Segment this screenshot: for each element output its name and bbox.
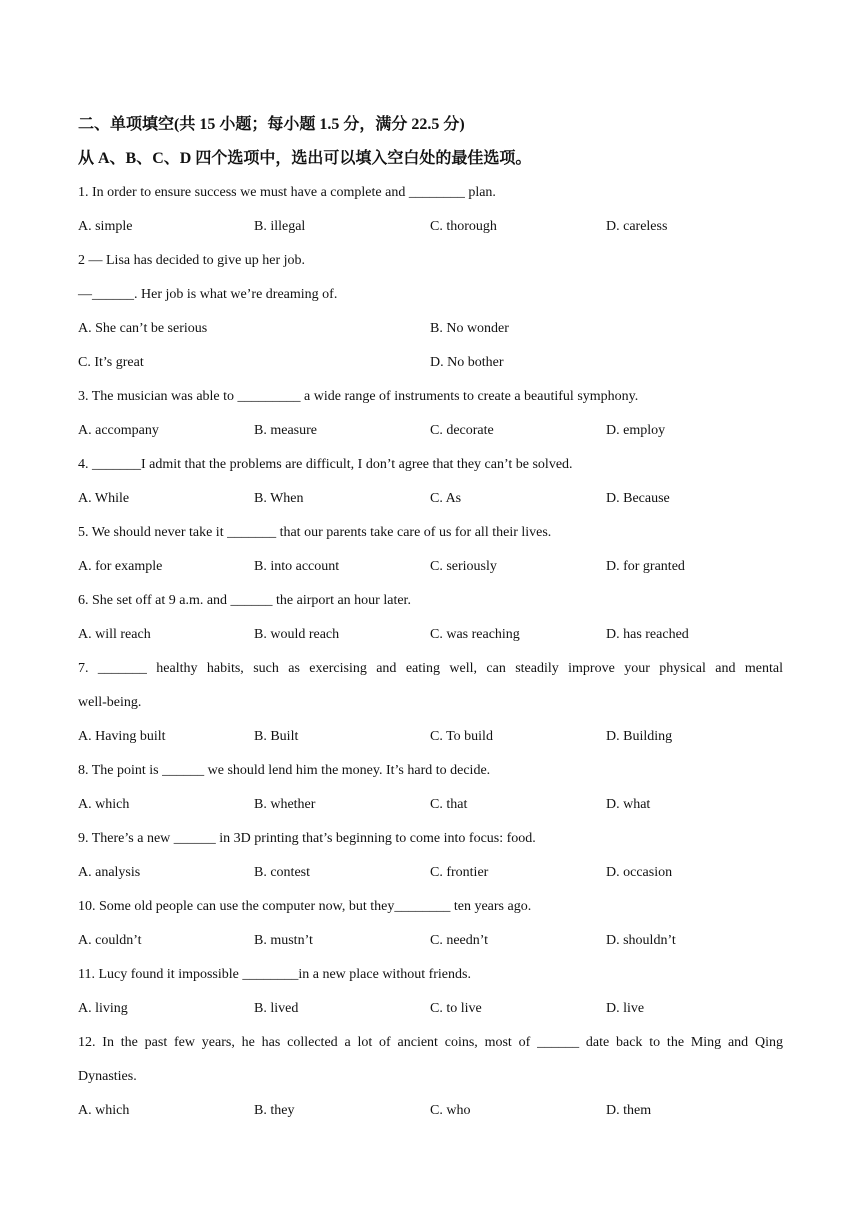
question-3-option-c: C. decorate — [430, 423, 494, 438]
question-11-option-c: C. to live — [430, 1001, 482, 1016]
question-12-option-a: A. which — [78, 1103, 130, 1118]
question-10-option-c: C. needn’t — [430, 933, 489, 948]
question-10-options — [78, 924, 783, 958]
question-7-option-c: C. To build — [430, 729, 493, 744]
question-9-option-b: B. contest — [254, 865, 310, 880]
question-2-options-row-2 — [78, 346, 783, 380]
question-6-option-a: A. will reach — [78, 627, 151, 642]
question-5-options — [78, 550, 783, 584]
question-6-option-b: B. would reach — [254, 627, 340, 642]
question-2-option-b: B. No wonder — [430, 321, 509, 336]
question-12-stem — [78, 1026, 783, 1094]
question-6-stem: 6. She set off at 9 a.m. and ______ the airport an hour later. — [78, 593, 411, 608]
question-9-option-d: D. occasion — [606, 865, 673, 880]
question-12-stem-line-1: 12. In the past few years, he has collected a lot of ancient coins, most of ______ date back to the Ming and Qing — [78, 1035, 783, 1050]
question-4-stem: 4. _______I admit that the problems are difficult, I don’t agree that they can’t be solved. — [78, 457, 573, 472]
question-8-option-c: C. that — [430, 797, 468, 812]
question-10-option-b: B. mustn’t — [254, 933, 313, 948]
question-1-option-c: C. thorough — [430, 219, 497, 234]
question-2-options-row-1 — [78, 312, 783, 346]
question-8-option-b: B. whether — [254, 797, 316, 812]
question-9-option-a: A. analysis — [78, 865, 141, 880]
question-3-option-b: B. measure — [254, 423, 317, 438]
question-11-option-b: B. lived — [254, 1001, 299, 1016]
section-instruction: 从 A、B、C、D 四个选项中，选出可以填入空白处的最佳选项。 — [78, 150, 532, 167]
question-7-stem — [78, 652, 783, 720]
question-11-options — [78, 992, 783, 1026]
question-12-option-d: D. them — [606, 1103, 652, 1118]
question-10-option-a: A. couldn’t — [78, 933, 142, 948]
question-12-stem-line-2: Dynasties. — [78, 1069, 137, 1084]
question-3-option-a: A. accompany — [78, 423, 159, 438]
question-5-stem: 5. We should never take it _______ that our parents take care of us for all their lives. — [78, 525, 552, 540]
question-6-option-d: D. has reached — [606, 627, 689, 642]
section-title: 二、单项填空(共 15 小题；每小题 1.5 分，满分 22.5 分) — [78, 116, 465, 133]
question-4-option-d: D. Because — [606, 491, 670, 506]
question-11-option-d: D. live — [606, 1001, 645, 1016]
question-2-response: —______. Her job is what we’re dreaming of. — [78, 287, 338, 302]
question-9-stem: 9. There’s a new ______ in 3D printing that’s beginning to come into focus: food. — [78, 831, 536, 846]
question-8-options — [78, 788, 783, 822]
question-5-option-a: A. for example — [78, 559, 163, 574]
question-2-stem: 2 — Lisa has decided to give up her job. — [78, 253, 306, 268]
question-3-stem: 3. The musician was able to _________ a wide range of instruments to create a beautiful symphony. — [78, 389, 639, 404]
question-4-option-a: A. While — [78, 491, 130, 506]
question-7-options — [78, 720, 783, 754]
question-5-option-c: C. seriously — [430, 559, 497, 574]
question-8-option-a: A. which — [78, 797, 130, 812]
question-11-stem: 11. Lucy found it impossible ________in a new place without friends. — [78, 967, 471, 982]
question-5-option-d: D. for granted — [606, 559, 685, 574]
question-1-option-b: B. illegal — [254, 219, 306, 234]
question-10-option-d: D. shouldn’t — [606, 933, 676, 948]
question-9-option-c: C. frontier — [430, 865, 489, 880]
question-2-option-d: D. No bother — [430, 355, 504, 370]
question-7-stem-line-1: 7. _______ healthy habits, such as exercising and eating well, can steadily improve your physical and mental — [78, 661, 783, 676]
question-8-stem: 8. The point is ______ we should lend him the money. It’s hard to decide. — [78, 763, 491, 778]
question-12-options — [78, 1094, 783, 1128]
question-4-option-c: C. As — [430, 491, 462, 506]
question-4-option-b: B. When — [254, 491, 304, 506]
question-9-options — [78, 856, 783, 890]
question-10-stem: 10. Some old people can use the computer now, but they________ ten years ago. — [78, 899, 532, 914]
question-1-option-a: A. simple — [78, 219, 133, 234]
question-1-stem: 1. In order to ensure success we must have a complete and ________ plan. — [78, 185, 496, 200]
question-1-options — [78, 210, 783, 244]
question-6-option-c: C. was reaching — [430, 627, 520, 642]
question-3-option-d: D. employ — [606, 423, 666, 438]
question-7-option-a: A. Having built — [78, 729, 166, 744]
question-2-option-c: C. It’s great — [78, 355, 144, 370]
question-8-option-d: D. what — [606, 797, 651, 812]
question-2-option-a: A. She can’t be serious — [78, 321, 208, 336]
question-11-option-a: A. living — [78, 1001, 128, 1016]
question-7-option-d: D. Building — [606, 729, 673, 744]
question-7-option-b: B. Built — [254, 729, 299, 744]
question-4-options — [78, 482, 783, 516]
question-1-option-d: D. careless — [606, 219, 668, 234]
question-3-options — [78, 414, 783, 448]
question-12-option-c: C. who — [430, 1103, 471, 1118]
exam-page — [78, 108, 783, 1128]
question-7-stem-line-2: well-being. — [78, 695, 142, 710]
question-6-options — [78, 618, 783, 652]
question-5-option-b: B. into account — [254, 559, 340, 574]
question-12-option-b: B. they — [254, 1103, 295, 1118]
